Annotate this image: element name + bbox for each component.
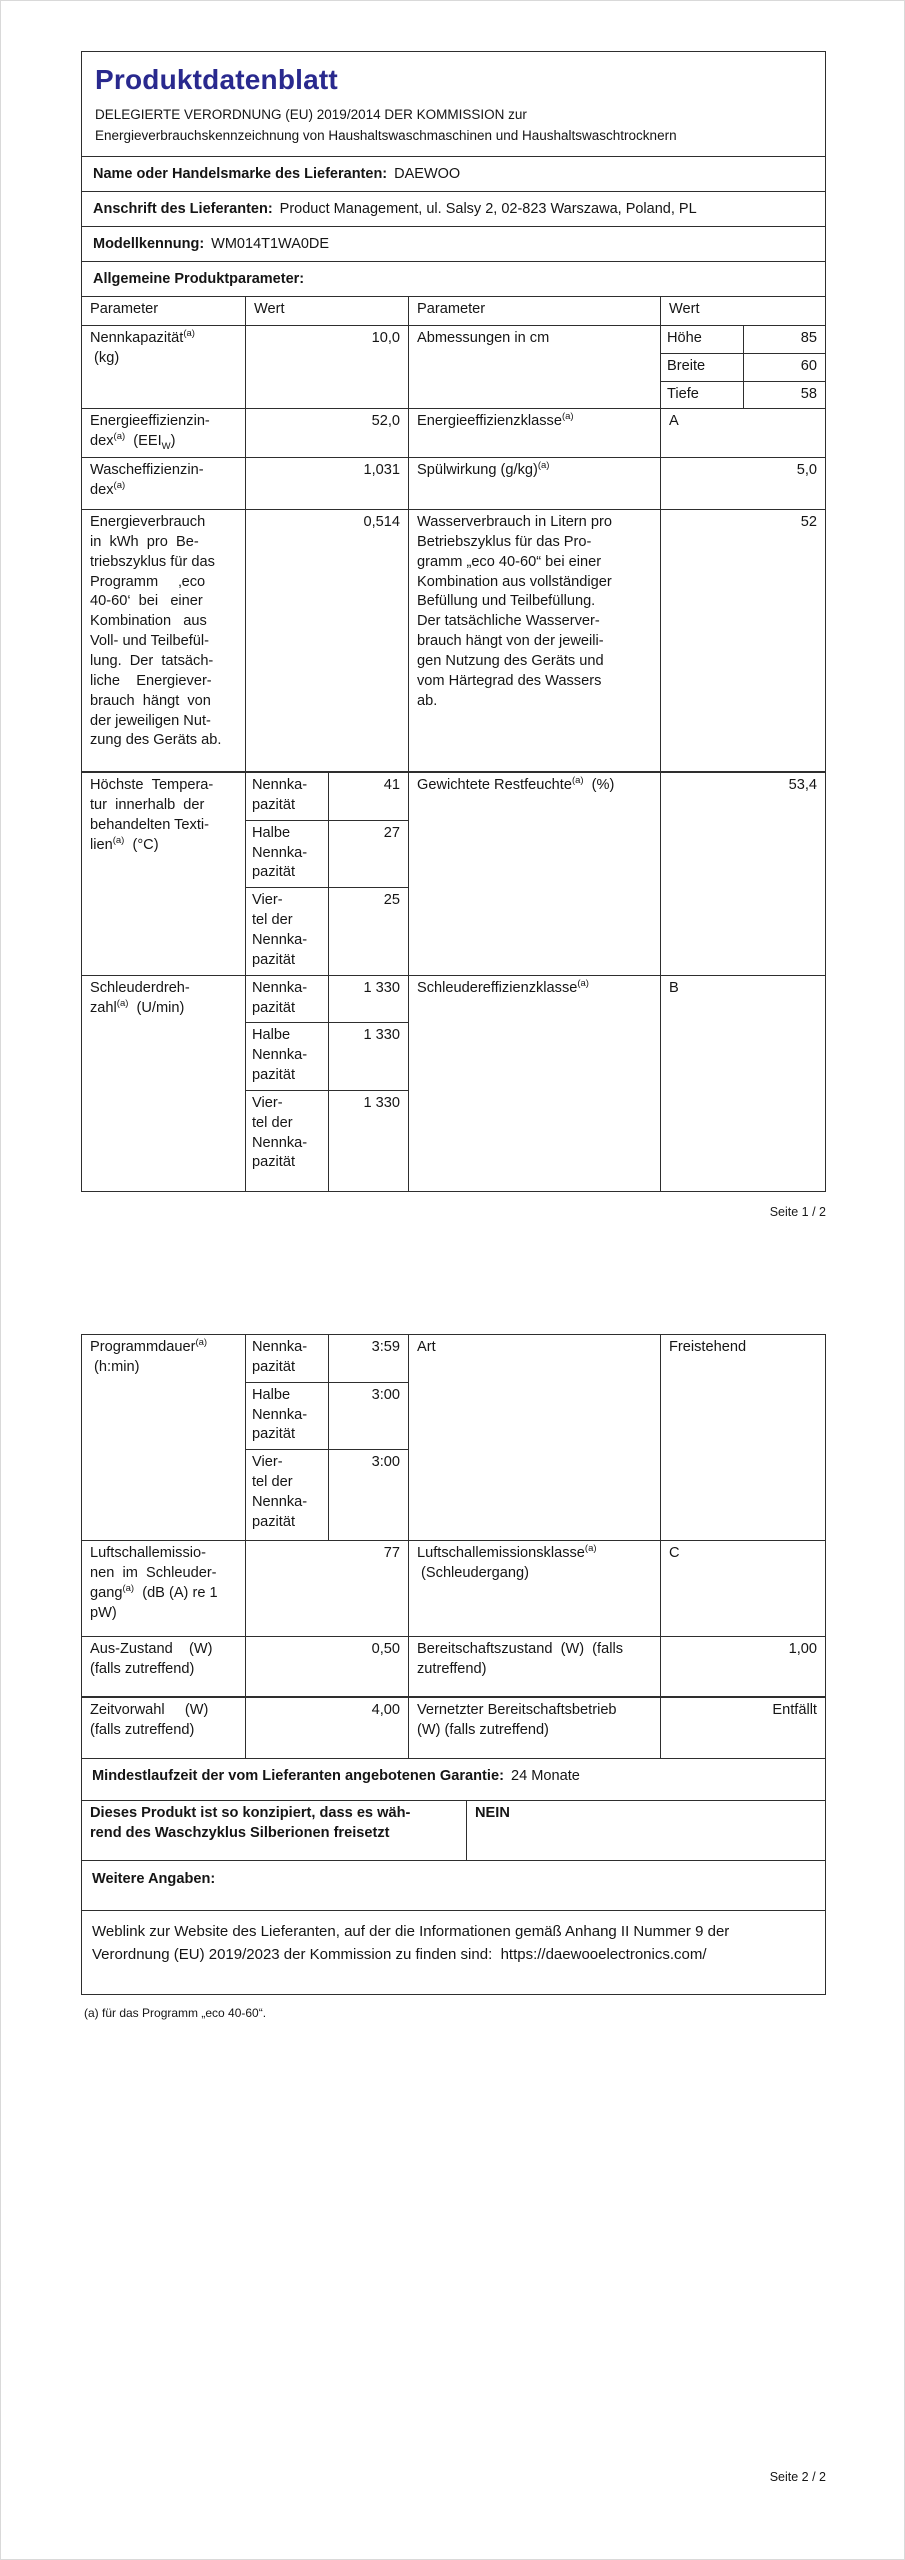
- dim-row-breite: [661, 354, 825, 382]
- parameter-table-page1: [81, 296, 826, 1192]
- cell-temperatur-label: Höchste Tempera- tur innerhalb der behandelten Texti- lien$^{(a)}$ (°C): [90, 777, 214, 853]
- cell-zeitvorwahl-value: 4,00: [245, 1698, 408, 1758]
- header-wert-left: Wert: [245, 297, 408, 325]
- row-garantie: [82, 1758, 825, 1800]
- supplier-address-row: [81, 191, 826, 227]
- supplier-name-label: Name oder Handelsmarke des Lieferanten:: [93, 166, 388, 183]
- subrow-label: Halbe Nennka- pazität: [246, 1383, 329, 1450]
- model-id-value: WM014T1WA0DE: [211, 236, 330, 253]
- subrow-viertel-nennkapazitaet: [246, 1091, 408, 1191]
- title-box: [81, 51, 826, 157]
- row-schleuderdrehzahl: [82, 975, 825, 1191]
- cell-schleudereffizienzklasse-label: Schleudereffizienzklasse$^{(a)}$: [408, 976, 660, 1191]
- table-header-row: [82, 297, 825, 325]
- cell-aus-zustand-value: 0,50: [245, 1637, 408, 1696]
- subrow-value: 3:00: [371, 1386, 400, 1403]
- row-hoechste-temperatur: [82, 771, 825, 975]
- row-nennkapazitaet: [82, 325, 825, 409]
- page-number-1: Seite 1 / 2: [769, 1204, 826, 1219]
- cell-silberionen-label: Dieses Produkt ist so konzipiert, dass es wäh- rend des Waschzyklus Silberionen freisetzt: [90, 1805, 411, 1841]
- supplier-name-row: [81, 156, 826, 192]
- row-zeitvorwahl: [82, 1696, 825, 1758]
- cell-silberionen-value: NEIN: [466, 1801, 825, 1860]
- cell-spuelwirkung-value: 5,0: [660, 458, 825, 509]
- cell-luftschallklasse-label: Luftschallemissionsklasse$^{(a)}$ (Schleudergang): [408, 1541, 660, 1636]
- subrow-value: 1 330: [363, 979, 400, 996]
- supplier-address-value: Product Management, ul. Salsy 2, 02-823 Warszawa, Poland, PL: [279, 201, 697, 218]
- weitere-angaben-label: Weitere Angaben:: [92, 1871, 216, 1887]
- programmdauer-subtable: [246, 1335, 408, 1540]
- dim-row-hoehe: [661, 326, 825, 354]
- general-parameters-label: Allgemeine Produktparameter:: [93, 271, 305, 288]
- cell-restfeuchte-value: 53,4: [660, 773, 825, 975]
- dim-value-hoehe: 85: [800, 329, 817, 346]
- cell-schleuderdrehzahl-subvalues: [245, 976, 408, 1191]
- cell-energieverbrauch-value: 0,514: [245, 510, 408, 771]
- subrow-halbe-nennkapazitaet: [246, 1383, 408, 1451]
- cell-eei-label: Energieeffizienzin- dex$^{(a)}$ $(EEI_W)$: [90, 413, 210, 453]
- dim-label-hoehe: Höhe: [661, 326, 744, 353]
- dim-value-breite: 60: [800, 357, 817, 374]
- cell-vernetzter-bereitschaft-value: Entfällt: [660, 1698, 825, 1758]
- cell-eei-value: 52,0: [245, 409, 408, 457]
- subrow-value: 27: [383, 824, 400, 841]
- row-weitere-angaben: [82, 1860, 825, 1910]
- row-energieverbrauch: [82, 509, 825, 771]
- cell-abmessungen-label: Abmessungen in cm: [408, 326, 660, 409]
- subrow-viertel-nennkapazitaet: [246, 888, 408, 974]
- page-2: [81, 1335, 826, 2020]
- cell-restfeuchte-label: Gewichtete Restfeuchte$^{(a)}$ (%): [408, 773, 660, 975]
- subrow-value: 1 330: [363, 1027, 400, 1044]
- cell-programmdauer-subvalues: [245, 1335, 408, 1540]
- cell-schleuderdrehzahl-label: Schleuderdreh- zahl$^{(a)}$ (U/min): [90, 979, 190, 1016]
- subrow-label: Nennka- pazität: [246, 976, 329, 1023]
- cell-abmessungen-values: [660, 326, 825, 409]
- subrow-value: 25: [383, 892, 400, 909]
- cell-nennkapazitaet-label: Nennkapazität$^{(a)}$ (kg): [90, 328, 195, 366]
- cell-programmdauer-label: Programmdauer$^{(a)}$ (h:min): [90, 1337, 208, 1375]
- row-silberionen: [82, 1800, 825, 1860]
- schleuderdrehzahl-subtable: [246, 976, 408, 1191]
- header-wert-right: Wert: [660, 297, 825, 325]
- subrow-nennkapazitaet: [246, 976, 408, 1024]
- cell-art-value: Freistehend: [660, 1335, 825, 1540]
- cell-bereitschaft-value: 1,00: [660, 1637, 825, 1696]
- header-parameter-right: Parameter: [408, 297, 660, 325]
- page-number-2: Seite 2 / 2: [769, 2470, 826, 2484]
- subrow-nennkapazitaet: [246, 773, 408, 821]
- parameter-table-page2: [81, 1334, 826, 1995]
- cell-energieverbrauch-label: Energieverbrauch in kWh pro Be- triebszyklus für das Programm ‚eco 40-60‘ bei einer Kombination aus Voll- und Teilbefül- lung. Der tatsäch- liche Energiever- brauch hängt von der jeweiligen Nut- zung des Geräts ab.: [90, 514, 222, 749]
- cell-aus-zustand-label: Aus-Zustand (W) (falls zutreffend): [90, 1641, 213, 1677]
- page-title: Produktdatenblatt: [95, 64, 338, 95]
- cell-art-label: Art: [408, 1335, 660, 1540]
- dim-row-tiefe: [661, 382, 825, 409]
- subrow-halbe-nennkapazitaet: [246, 821, 408, 889]
- subrow-label: Vier- tel der Nennka- pazität: [246, 1450, 329, 1540]
- subrow-viertel-nennkapazitaet: [246, 1450, 408, 1540]
- row-aus-zustand: [82, 1636, 825, 1696]
- model-id-row: [81, 226, 826, 262]
- cell-bereitschaft-label: Bereitschaftszustand (W) (falls zutreffend): [408, 1637, 660, 1696]
- row-wascheffizienzindex: [82, 457, 825, 509]
- model-id-label: Modellkennung:: [93, 236, 205, 253]
- footnote-eco-programm: (a) für das Programm „eco 40-60“.: [84, 2006, 267, 2020]
- cell-luftschall-label: Luftschallemissio- nen im Schleuder- gang$^{(a)}$ (dB (A) re 1 pW): [90, 1545, 218, 1621]
- row-programmdauer: [82, 1335, 825, 1540]
- subrow-halbe-nennkapazitaet: [246, 1023, 408, 1091]
- subrow-nennkapazitaet: [246, 1335, 408, 1383]
- garantie-label: Mindestlaufzeit der vom Lieferanten angebotenen Garantie:: [92, 1768, 504, 1784]
- subrow-value: 3:00: [371, 1454, 400, 1471]
- row-luftschallemissionen: [82, 1540, 825, 1636]
- supplier-name-value: DAEWOO: [394, 166, 461, 183]
- subrow-label: Vier- tel der Nennka- pazität: [246, 1091, 329, 1191]
- weblink-text: Weblink zur Website des Lieferanten, auf der die Informationen gemäß Anhang II Nummer 9 der Verordnung (EU) 2019/2023 der Kommission zu finden sind: https://daewooelectronics.com/: [92, 1923, 730, 1964]
- cell-wascheffizienz-value: 1,031: [245, 458, 408, 509]
- general-parameters-heading: [81, 261, 826, 297]
- dim-value-tiefe: 58: [800, 385, 817, 402]
- cell-temperatur-subvalues: [245, 773, 408, 975]
- cell-effizienzklasse-label: Energieeffizienzklasse$^{(a)}$: [408, 409, 660, 457]
- cell-wasserverbrauch-label: Wasserverbrauch in Litern pro Betriebszyklus für das Pro- gramm „eco 40-60“ bei einer Kombination aus vollständiger Befüllung und Teilbefüllung. Der tatsächliche Wasserver- brauch hängt von der jeweili- gen Nutzung des Geräts und vom Härtegrad des Wassers ab.: [408, 510, 660, 771]
- cell-schleudereffizienzklasse-value: B: [660, 976, 825, 1191]
- garantie-value: 24 Monate: [510, 1768, 580, 1784]
- subrow-label: Nennka- pazität: [246, 773, 329, 820]
- cell-zeitvorwahl-label: Zeitvorwahl (W) (falls zutreffend): [90, 1702, 209, 1738]
- subrow-label: Halbe Nennka- pazität: [246, 821, 329, 888]
- subrow-value: 1 330: [363, 1094, 400, 1111]
- cell-luftschall-value: 77: [245, 1541, 408, 1636]
- dim-label-tiefe: Tiefe: [661, 382, 744, 409]
- row-weblink: [82, 1910, 825, 1994]
- cell-effizienzklasse-value: A: [660, 409, 825, 457]
- cell-wascheffizienz-label: Wascheffizienzin- dex$^{(a)}$: [90, 462, 204, 498]
- subrow-value: 41: [383, 777, 400, 794]
- dim-label-breite: Breite: [661, 354, 744, 381]
- cell-wasserverbrauch-value: 52: [660, 510, 825, 771]
- supplier-address-label: Anschrift des Lieferanten:: [93, 201, 273, 218]
- cell-vernetzter-bereitschaft-label: Vernetzter Bereitschaftsbetrieb (W) (falls zutreffend): [408, 1698, 660, 1758]
- page-1: [81, 52, 826, 1219]
- subrow-label: Nennka- pazität: [246, 1335, 329, 1382]
- header-parameter-left: Parameter: [90, 301, 159, 318]
- dimensions-subtable: [661, 326, 825, 409]
- subrow-label: Halbe Nennka- pazität: [246, 1023, 329, 1090]
- temperatur-subtable: [246, 773, 408, 975]
- row-energieeffizienzindex: [82, 408, 825, 457]
- subrow-value: 3:59: [371, 1339, 400, 1355]
- subrow-label: Vier- tel der Nennka- pazität: [246, 888, 329, 974]
- cell-nennkapazitaet-value: 10,0: [245, 326, 408, 409]
- cell-luftschallklasse-value: C: [660, 1541, 825, 1636]
- cell-spuelwirkung-label: Spülwirkung $(g/kg)^{(a)}$: [408, 458, 660, 509]
- regulation-text: DELEGIERTE VERORDNUNG (EU) 2019/2014 DER KOMMISSION zur Energieverbrauchskennzeichnung von Haushaltswaschmaschinen und Haushaltswaschtrocknern: [95, 107, 677, 144]
